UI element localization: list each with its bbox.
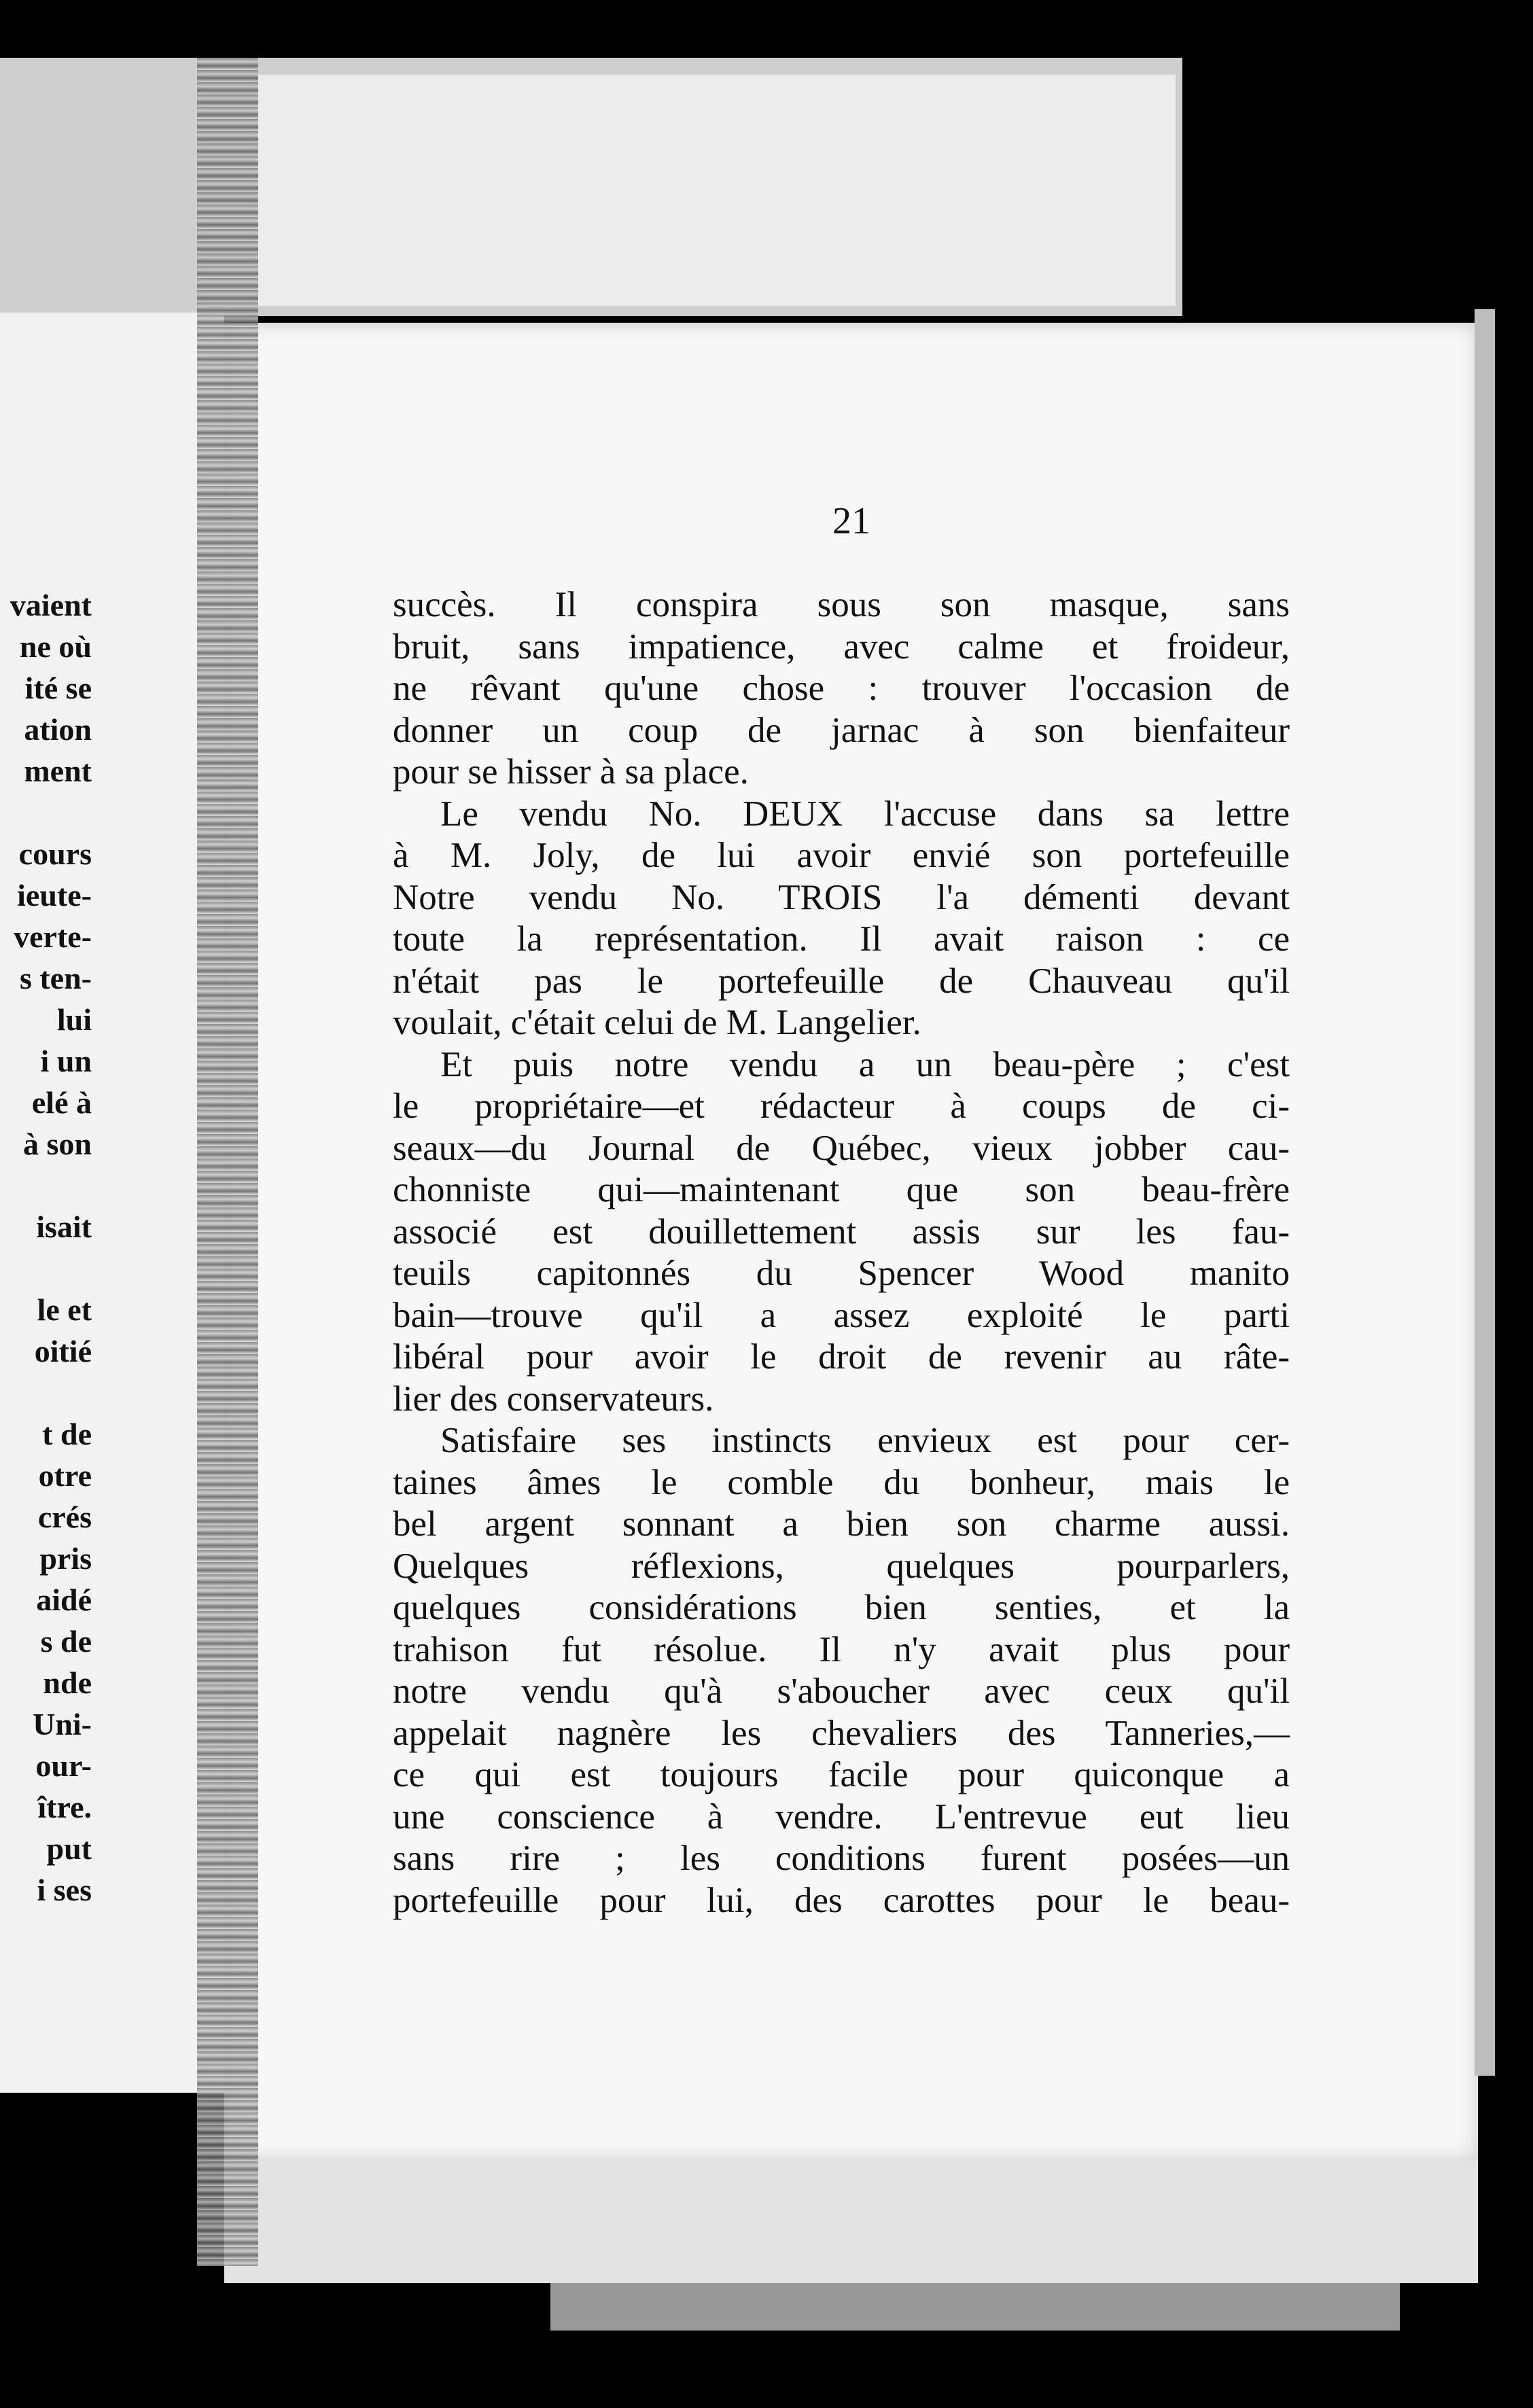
left-page-line: pris <box>39 1541 92 1576</box>
left-page-line: t de <box>42 1417 92 1451</box>
left-page-line: elé à <box>31 1085 92 1120</box>
text-line: lier des conservateurs. <box>393 1379 714 1419</box>
left-page-line: aidé <box>36 1582 92 1617</box>
text-line: trahison fut résolue. Il n'y avait plus pour <box>393 1629 1290 1669</box>
left-page-text <box>0 584 92 1911</box>
left-page-line: ître. <box>37 1790 92 1824</box>
left-page-line: ation <box>24 712 92 747</box>
page-body-text <box>393 584 1290 1922</box>
text-line: Quelques réflexions, quelques pourparlers, <box>393 1546 1290 1586</box>
text-line: bruit, sans impatience, avec calme et froideur, <box>393 626 1290 667</box>
text-line: taines âmes le comble du bonheur, mais le <box>393 1462 1290 1502</box>
left-page-line: our- <box>35 1748 92 1783</box>
left-page-line: lui <box>56 1002 92 1037</box>
text-line: une conscience à vendre. L'entrevue eut lieu <box>393 1796 1290 1837</box>
left-page-line: i ses <box>37 1873 92 1907</box>
text-line: seaux—du Journal de Québec, vieux jobber cau- <box>393 1128 1290 1168</box>
left-page-line: cours <box>18 836 92 871</box>
left-page-line: vaient <box>10 588 92 622</box>
left-page-line: verte- <box>14 919 92 954</box>
left-page-line: crés <box>37 1500 92 1534</box>
text-line: Le vendu No. DEUX l'accuse dans sa lettre <box>440 794 1290 834</box>
text-line: n'était pas le portefeuille de Chauveau qu'il <box>393 961 1290 1001</box>
left-page-line: Uni- <box>33 1707 92 1741</box>
text-line: bain—trouve qu'il a assez exploité le parti <box>393 1295 1290 1335</box>
text-line: succès. Il conspira sous son masque, sans <box>393 585 1290 624</box>
text-line: Et puis notre vendu a un beau-père ; c'est <box>440 1044 1290 1084</box>
text-line: bel argent sonnant a bien son charme aussi. <box>393 1504 1290 1544</box>
text-line: ne rêvant qu'une chose : trouver l'occasion de <box>393 669 1290 708</box>
left-page-line <box>0 1247 92 1289</box>
text-line: appelait nagnère les chevaliers des Tanneries,— <box>393 1713 1290 1753</box>
text-line: associé est douillettement assis sur les fau- <box>393 1211 1290 1252</box>
left-page-line: i un <box>40 1044 92 1078</box>
left-page-line: le et <box>37 1292 92 1327</box>
text-line: donner un coup de jarnac à son bienfaiteur <box>393 710 1290 750</box>
back-page-inner <box>258 75 1176 306</box>
left-page-line: ne où <box>19 629 92 664</box>
page-number: 21 <box>832 500 870 542</box>
left-page-line: à son <box>23 1127 92 1161</box>
text-line: ce qui est toujours facile pour quiconque a <box>393 1755 1290 1794</box>
text-line: chonniste qui—maintenant que son beau-frère <box>393 1170 1290 1209</box>
left-page-line: ieute- <box>17 878 92 913</box>
text-line: voulait, c'était celui de M. Langelier. <box>393 1003 921 1042</box>
page-edge-right <box>1475 309 1495 2076</box>
text-line: quelques considérations bien senties, et la <box>393 1588 1290 1627</box>
text-line: portefeuille pour lui, des carottes pour le beau- <box>393 1880 1290 1920</box>
text-line: toute la représentation. Il avait raison : ce <box>393 919 1290 959</box>
left-page-line <box>0 1372 92 1413</box>
left-page-line: s ten- <box>19 961 92 995</box>
book-binding <box>197 58 258 2266</box>
text-line: teuils capitonnés du Spencer Wood manito <box>393 1254 1290 1293</box>
text-line: libéral pour avoir le droit de revenir au râte- <box>393 1337 1290 1377</box>
text-line: pour se hisser à sa place. <box>393 752 749 792</box>
left-page-line: nde <box>43 1665 92 1700</box>
left-page-line: ment <box>24 754 92 788</box>
text-line: à M. Joly, de lui avoir envié son portefeuille <box>393 836 1290 875</box>
page-stack-edge <box>550 2283 1400 2331</box>
left-page-line <box>0 1165 92 1206</box>
left-page-line: oitié <box>34 1334 92 1368</box>
left-page-line: isait <box>36 1209 92 1244</box>
left-page-line <box>0 792 92 833</box>
text-line: Satisfaire ses instincts envieux est pour cer- <box>440 1421 1290 1460</box>
page-bottom-margin <box>224 2161 1478 2283</box>
left-page-line: ité se <box>24 671 92 705</box>
text-line: notre vendu qu'à s'aboucher avec ceux qu'il <box>393 1671 1290 1711</box>
text-line: le propriétaire—et rédacteur à coups de ci- <box>393 1086 1290 1126</box>
left-page-line: s de <box>40 1624 92 1659</box>
left-page-line: otre <box>38 1458 92 1493</box>
left-page-line: put <box>46 1831 92 1866</box>
text-line: Notre vendu No. TROIS l'a démenti devant <box>393 877 1290 917</box>
text-line: sans rire ; les conditions furent posées—un <box>393 1839 1290 1878</box>
